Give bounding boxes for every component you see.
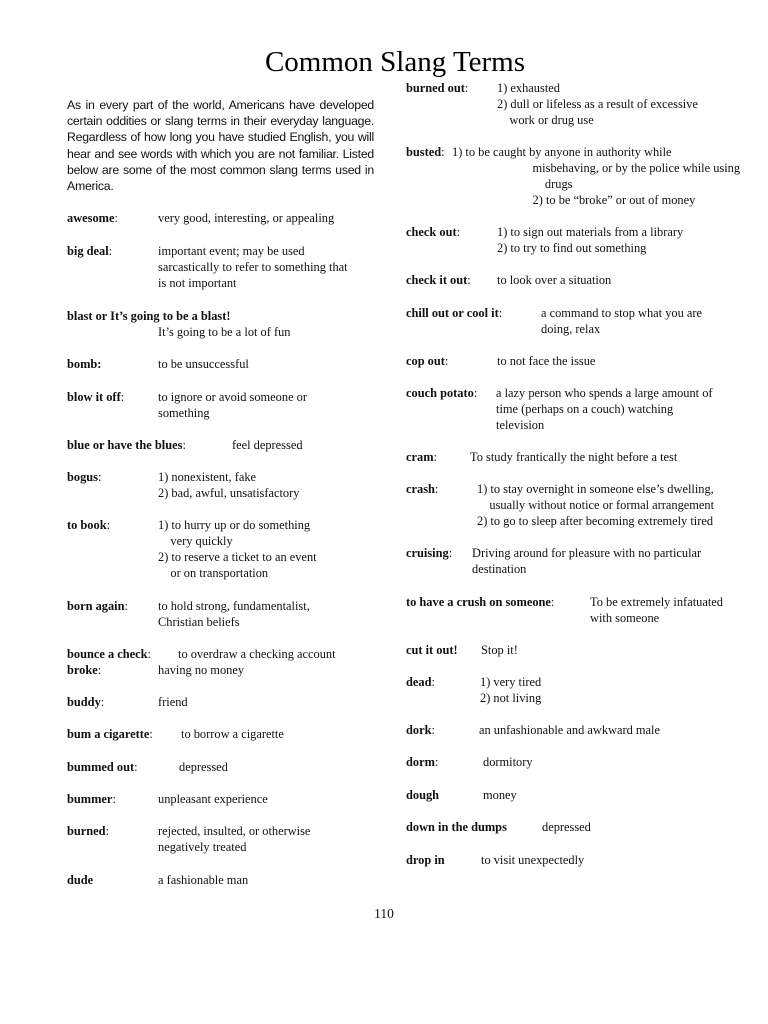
term-broke: broke:	[67, 663, 102, 677]
term-dork: dork:	[406, 723, 435, 737]
definition-dork: an unfashionable and awkward male	[479, 723, 660, 737]
definition-cut-it-out: Stop it!	[481, 643, 518, 657]
definition-buddy: friend	[158, 695, 188, 709]
term-bomb: bomb:	[67, 357, 102, 371]
term-bogus: bogus:	[67, 470, 102, 484]
definition-dorm: dormitory	[483, 755, 533, 769]
definition-down-in-the-dumps: depressed	[542, 820, 591, 834]
term-bum-a-cigarette: bum a cigarette:	[67, 727, 153, 741]
term-blues: blue or have the blues:	[67, 438, 186, 452]
definition-check-it-out: to look over a situation	[497, 273, 612, 287]
term-drop-in: drop in	[406, 853, 445, 867]
term-dead: dead:	[406, 675, 435, 689]
term-chill-out: chill out or cool it:	[406, 306, 503, 320]
term-crash: crash:	[406, 482, 439, 496]
term-big-deal: big deal:	[67, 244, 113, 258]
definition-cram: To study frantically the night before a test	[470, 450, 678, 464]
definition-big-deal: important event; may be used sarcastically to refer to something that is not important	[158, 244, 348, 290]
definition-chill-out: a command to stop what you are doing, relax	[541, 306, 703, 336]
definition-dead: 1) very tired 2) not living	[480, 675, 542, 705]
term-blast: blast or It’s going to be a blast!	[67, 309, 231, 323]
term-check-it-out: check it out:	[406, 273, 471, 287]
definition-born-again: to hold strong, fundamentalist, Christian beliefs	[158, 599, 310, 629]
term-cram: cram:	[406, 450, 437, 464]
definition-dude: a fashionable man	[158, 873, 249, 887]
definition-bum-a-cigarette: to borrow a cigarette	[181, 727, 284, 741]
term-to-book: to book:	[67, 518, 111, 532]
term-burned: burned:	[67, 824, 110, 838]
definition-crush: To be extremely infatuated with someone	[590, 595, 723, 625]
definition-busted: 1) to be caught by anyone in authority while misbehaving, or by the police while using drugs 2) to be “broke” or out of money	[452, 145, 741, 207]
definition-crash: 1) to stay overnight in someone else’s dwelling, usually without notice or formal arrangement 2) to go to sleep after becoming extremely tired	[477, 482, 715, 528]
definition-burned: rejected, insulted, or otherwise negatively treated	[158, 824, 311, 854]
term-cop-out: cop out:	[406, 354, 449, 368]
definition-cop-out: to not face the issue	[497, 354, 596, 368]
term-born-again: born again:	[67, 599, 128, 613]
definition-bummed-out: depressed	[179, 760, 228, 774]
term-dorm: dorm:	[406, 755, 439, 769]
definition-cruising: Driving around for pleasure with no particular destination	[472, 546, 702, 576]
term-crush: to have a crush on someone:	[406, 595, 555, 609]
term-buddy: buddy:	[67, 695, 105, 709]
term-check-out: check out:	[406, 225, 461, 239]
definition-bomb: to be unsuccessful	[158, 357, 249, 371]
definition-burned-out: 1) exhausted 2) dull or lifeless as a result of excessive work or drug use	[497, 81, 698, 127]
term-down-in-the-dumps: down in the dumps	[406, 820, 507, 834]
definition-dough: money	[483, 788, 517, 802]
term-awesome: awesome:	[67, 211, 118, 225]
term-bummed-out: bummed out:	[67, 760, 138, 774]
term-cruising: cruising:	[406, 546, 453, 560]
page-title: Common Slang Terms	[264, 46, 526, 78]
term-couch-potato: couch potato:	[406, 386, 478, 400]
definition-check-out: 1) to sign out materials from a library 2) to try to find out something	[497, 225, 684, 255]
definition-blow-it-off: to ignore or avoid someone or something	[158, 390, 307, 420]
term-cut-it-out: cut it out!	[406, 643, 458, 657]
definition-couch-potato: a lazy person who spends a large amount of time (perhaps on a couch) watching television	[496, 386, 713, 432]
term-blow-it-off: blow it off:	[67, 390, 125, 404]
definition-awesome: very good, interesting, or appealing	[158, 211, 335, 225]
definition-drop-in: to visit unexpectedly	[481, 853, 585, 867]
term-burned-out: burned out:	[406, 81, 469, 95]
definition-broke: having no money	[158, 663, 245, 677]
definition-bogus: 1) nonexistent, fake 2) bad, awful, unsatisfactory	[158, 470, 300, 500]
definition-bummer: unpleasant experience	[158, 792, 268, 806]
definition-blast: It’s going to be a lot of fun	[158, 325, 291, 339]
page-number: 110	[374, 906, 394, 921]
term-bummer: bummer:	[67, 792, 116, 806]
term-dough: dough	[406, 788, 440, 802]
intro-paragraph: As in every part of the world, Americans have developed certain oddities or slang terms in their everyday language. Regardless of how long you have studied English, you will hear and see words with which you are not familiar. Listed below are some of the most common slang terms used in America.	[67, 98, 374, 194]
definition-blues: feel depressed	[232, 438, 303, 452]
term-bounce-a-check: bounce a check:	[67, 647, 151, 661]
term-busted: busted:	[406, 145, 445, 159]
definition-bounce-a-check: to overdraw a checking account	[178, 647, 336, 661]
definition-to-book: 1) to hurry up or do something very quickly 2) to reserve a ticket to an event or on transportation	[158, 518, 317, 580]
term-dude: dude	[67, 873, 94, 887]
